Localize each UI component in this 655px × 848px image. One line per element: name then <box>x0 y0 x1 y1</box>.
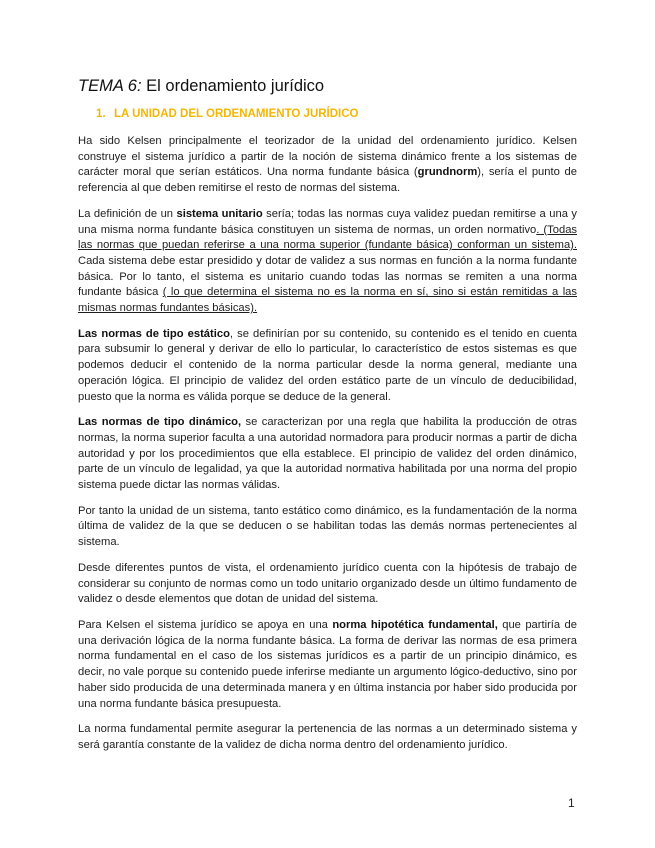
document-body <box>78 134 577 764</box>
text-run: , se definirían por su contenido, su contenido es el tenido en cuenta para subsumir lo general y derivar de ello lo particular, lo característico de estos sistemas es que podemos deducir el contenido de la norma particular desde la norma general, mediante una operación lógica. El principio de validez del orden estático parte de un vínculo de deducibilidad, puesto que la norma es válida porque se deduce de la general. <box>78 327 578 403</box>
paragraph <box>78 722 577 753</box>
paragraph <box>78 415 577 494</box>
text-run: Por tanto la unidad de un sistema, tanto estático como dinámico, es la fundamentación de la norma última de validez de la que se deducen o se habilitan todas las demás normas pertenecientes al sistema. <box>78 504 577 549</box>
paragraph <box>78 618 577 712</box>
text-run: La definición de un <box>78 207 177 220</box>
section-title: LA UNIDAD DEL ORDENAMIENTO JURÍDICO <box>114 108 359 120</box>
page-number: 1 <box>568 796 575 810</box>
page-title <box>78 76 324 96</box>
bold-term: grundnorm <box>417 166 478 179</box>
paragraph <box>78 504 577 551</box>
underlined-text: ( lo que determina el sistema no es la norma en sí, sino si están remitidas a las mismas normas fundantes básicas). <box>78 286 577 315</box>
text-run: Cada sistema debe estar presidido y dotar de validez a sus normas en función a la norma fundante básica. Por lo tanto, el sistema es unitario cuando todas las normas se remiten a una norma fundante básica <box>78 254 577 299</box>
text-run: se caracterizan por una regla que habilita la producción de otras normas, la norma superior faculta a una autoridad normadora para producir normas a partir de dicha autoridad y por los procedimientos que ella establece. El principio de validez del orden dinámico, parte de un vínculo de legalidad, ya que la autoridad normativa habilitada por una norma del propio sistema puede dictar las normas válidas. <box>78 416 577 492</box>
text-run: Desde diferentes puntos de vista, el ordenamiento jurídico cuenta con la hipótesis de trabajo de considerar su conjunto de normas como un todo unitario organizado desde un último fundamento de validez o desde elementos que dotan de unidad del sistema. <box>78 561 577 606</box>
bold-term: sistema unitario <box>176 207 263 220</box>
paragraph <box>78 561 577 608</box>
text-run: La norma fundamental permite asegurar la pertenencia de las normas a un determinado sistema y será garantía constante de la validez de dicha norma dentro del ordenamiento jurídico. <box>78 723 577 751</box>
underlined-text: . (Todas las normas que puedan referirse a una norma superior (fundante básica) conforman un sistema). <box>78 223 578 252</box>
title-text: El ordenamiento jurídico <box>141 77 325 95</box>
text-run: que partiría de una derivación lógica de la norma fundante básica. La forma de derivar las normas de esa primera norma fundamental en el caso de los sistemas jurídicos es a partir de un principio dinámico, es decir, no vale porque su contenido puede inferirse mediante un argumento lógico-deductivo, sino por haber sido producida de una determinada manera y en última instancia por haber sido producida por una norma fundante básica presupuesta. <box>78 618 577 710</box>
text-run: Para Kelsen el sistema jurídico se apoya en una <box>78 618 333 631</box>
paragraph <box>78 134 577 197</box>
text-run: sería; todas las normas cuya validez puedan remitirse a una y una misma norma fundante básica constituyen un sistema de normas, un orden normativo <box>78 207 577 236</box>
section-number: 1. <box>96 108 106 120</box>
section-heading <box>96 107 359 121</box>
paragraph <box>78 327 577 406</box>
text-run: ), sería el punto de referencia al que deben remitirse el resto de normas del sistema. <box>78 166 577 195</box>
paragraph <box>78 207 577 317</box>
text-run: Ha sido Kelsen principalmente el teorizador de la unidad del ordenamiento jurídico. Kelsen construye el sistema jurídico a partir de la noción de sistema dinámico frente a los sistemas de carácter moral que serían estáticos. Una norma fundante básica ( <box>78 135 577 179</box>
bold-term: Las normas de tipo estático <box>78 327 230 340</box>
title-prefix: TEMA 6: <box>78 77 142 95</box>
bold-term: Las normas de tipo dinámico, <box>78 416 242 429</box>
bold-term: norma hipotética fundamental, <box>332 618 498 631</box>
